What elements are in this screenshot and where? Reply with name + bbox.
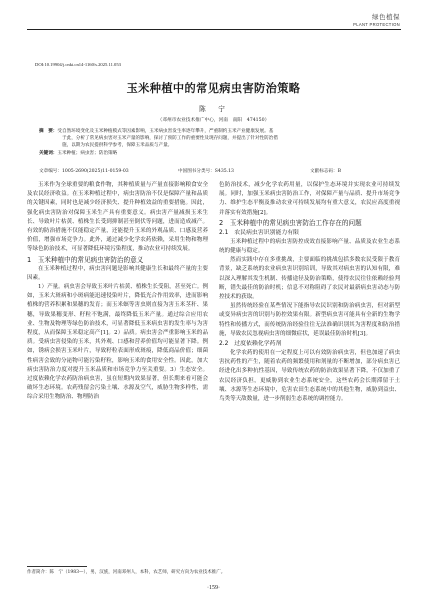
doi-line: DOI:10.19904/j.cnki.cn14-1160/s.2025.11.053 — [35, 62, 121, 67]
article-number: 文章编号：1005-2690(2025)11-0159-03 — [39, 169, 129, 174]
author-footnote: 作者简介：陈 宁（1983—），男，汉族，河南邓州人，本科，农艺师，研究方向为农业技术推广。 — [27, 570, 226, 575]
abstract-line-3: 施，以期为农民提供科学参考，保障玉米品质与产量。 — [62, 143, 173, 149]
subsection-heading-2-2: 2.2 过度依赖化学药剂 — [219, 341, 282, 348]
right-column — [219, 181, 400, 404]
paragraph: 玉米种植过程中的病虫害防控成效直接影响产量、品质及农业生态系统的健康与稳定。 — [219, 238, 400, 255]
classification-number: 中国图书分类号：S435.13 — [178, 169, 234, 174]
header-rule — [27, 29, 401, 30]
section-title-cn: 绿色植保 — [372, 13, 400, 21]
left-column — [27, 181, 208, 403]
keywords-text: 玉米种植；病虫害；防治策略 — [57, 150, 118, 156]
paragraph: 1）产量。病虫害会导致玉米叶片枯黄、植株生长受阻，甚至死亡。例如，玉米大斑病和小斑病能迅速侵染叶片，降低光合作用效率，进而影响植株的营养积累和果穗的发育；而玉米螟等害虫则直接为害玉米茎秆、果穗，导致果穗变形、籽粒不饱满，最终降低玉米产量。通过综合应用农业、生物及物理等绿色防治技术，可显著降低玉米病虫害的发生率与为害程度，从而保障玉米稳定高产[1]。2）品质。病虫害会严重影响玉米的品质。受病虫害侵染的玉米，其外观、口感和营养价值均可能显著下降。例如，锈病会损害玉米叶片，导致籽粒表面形成斑痕，降低商品价值；细菌性病害会致的分泌物可能污染籽粒，影响玉米的食用安全性。因此，加大病虫害防治力度对提升玉米品质和市场竞争力至关重要。3）生态安全。过度依赖化学农药防治病虫害，虽在短期内效果显著，但长期来看可能会破坏生态环境。农药残留会污染土壤、水源及空气，威胁生物多样性，需综合采用生物防治、物理防治 — [27, 284, 208, 401]
paragraph: 色防治技术，减少化学农药用量，以保护生态环境并实现农业可持续发展。同时，加强玉米病虫害防治工作，对保障产量与品质、提升市场竞争力、维护生态平衡及推动农业可持续发展均有重大意义，农民应高度重视并落实有效措施[2]。 — [219, 182, 400, 216]
paper-title: 玉米种植中的常见病虫害防治策略 — [126, 82, 301, 95]
abstract-label: 摘 要： — [39, 129, 58, 134]
abstract-line-1: 受自然环境变化及玉米种植模式等因素影响，玉米病虫害发生率逐年攀升，严重制约玉米产业健康发展。基 — [57, 129, 274, 134]
subsection-heading-2-1: 2.1 农民病虫害识别能力有限 — [219, 229, 300, 236]
paragraph: 在玉米种植过程中，病虫害问题是影响其健康生长和最终产量的主要因素。 — [27, 265, 208, 281]
section-heading-1: 1 玉米种植中的常见病虫害防治的意义 — [27, 255, 144, 264]
section-heading-2: 2 玉米种植中的常见病虫害防治工作存在的问题 — [219, 218, 362, 227]
page-number: ·159· — [207, 585, 220, 591]
paragraph: 化学农药的使用在一定程度上可以有效防治病虫害，但也加速了病虫害抗药性的产生，随着农药的频繁使用和剂量的不断增加，部分病虫害已经进化出多种抗性基因，导致传统农药的防治效果显著下降，不仅加重了农民经济负担，更威胁到农业生态系统安全，这些农药会长期滞留于土壤、水源等生态环境中，危害农田生态系统中的其他生物，威胁到益虫、鸟类等天敌数量，进一步削弱生态系统的调控能力。 — [219, 350, 400, 403]
paragraph: 虽然传统经验在某些情况下能指导农民识别和防治病虫害，但对新型或变异病虫害的识别与防控效果有限。新型病虫害可能具有全新的生物学特性和传播方式，而传统防治经验往往无法准确识别其为害程度和防治措施，导致农民忽视病虫害的细微症状，延误最佳防治时机[3]。 — [219, 303, 400, 337]
author-name: 陈 宁 — [199, 105, 228, 113]
keywords-label: 关键词： — [39, 150, 58, 156]
document-code: 文献标志码：B — [310, 169, 341, 174]
paragraph: 玉米作为全球重要的粮食作物，其种植质量与产量直接影响粮食安全及农民经济收益。在玉米种植过程中，病虫害防治不仅是保障产量和品质的关键因素，同时也是减少经济损失、提升种植效益的重要措施。因此，强化病虫害防治对保障玉米生产具有重要意义。病虫害产量减损玉米生长、导致叶片枯黄、植株生长受到抑制甚至倒伏等问题，进而造成减产。有效的防治措施不仅能稳定产量，还能提升玉米的外观品质、口感及营养价值，增强市场竞争力。此外，通过减少化学农药依赖，采用生物和物理等绿色防治技术，可显著降低环境污染程度，推动农业可持续发展。 — [27, 182, 208, 253]
footnote-rule — [27, 566, 87, 567]
author-affiliation: （邓州市农业技术推广中心，河南 南阳 474150） — [157, 118, 270, 123]
section-title-en: PLANT PROTECTION — [353, 22, 400, 27]
abstract-block — [39, 128, 395, 157]
abstract-line-2: 于此，分析了常见病虫害对玉米产量的影响，探讨了预防工作的重要性及现存问题，并提出了针对性防治措 — [62, 136, 278, 142]
paragraph: 然而实践中存在多重挑战，主要面临的挑战包括多数农民受限于教育背景，缺乏系统的农业病虫害识别培训，导致其对病虫害的认知有限，难以深入理解其发生机制、传播途径及防治策略，使得农民往往依赖经验判断，错失最佳的防治时机；信息不对称阻碍了农民对最新病虫害动态与防控技术的获取。 — [219, 257, 400, 301]
